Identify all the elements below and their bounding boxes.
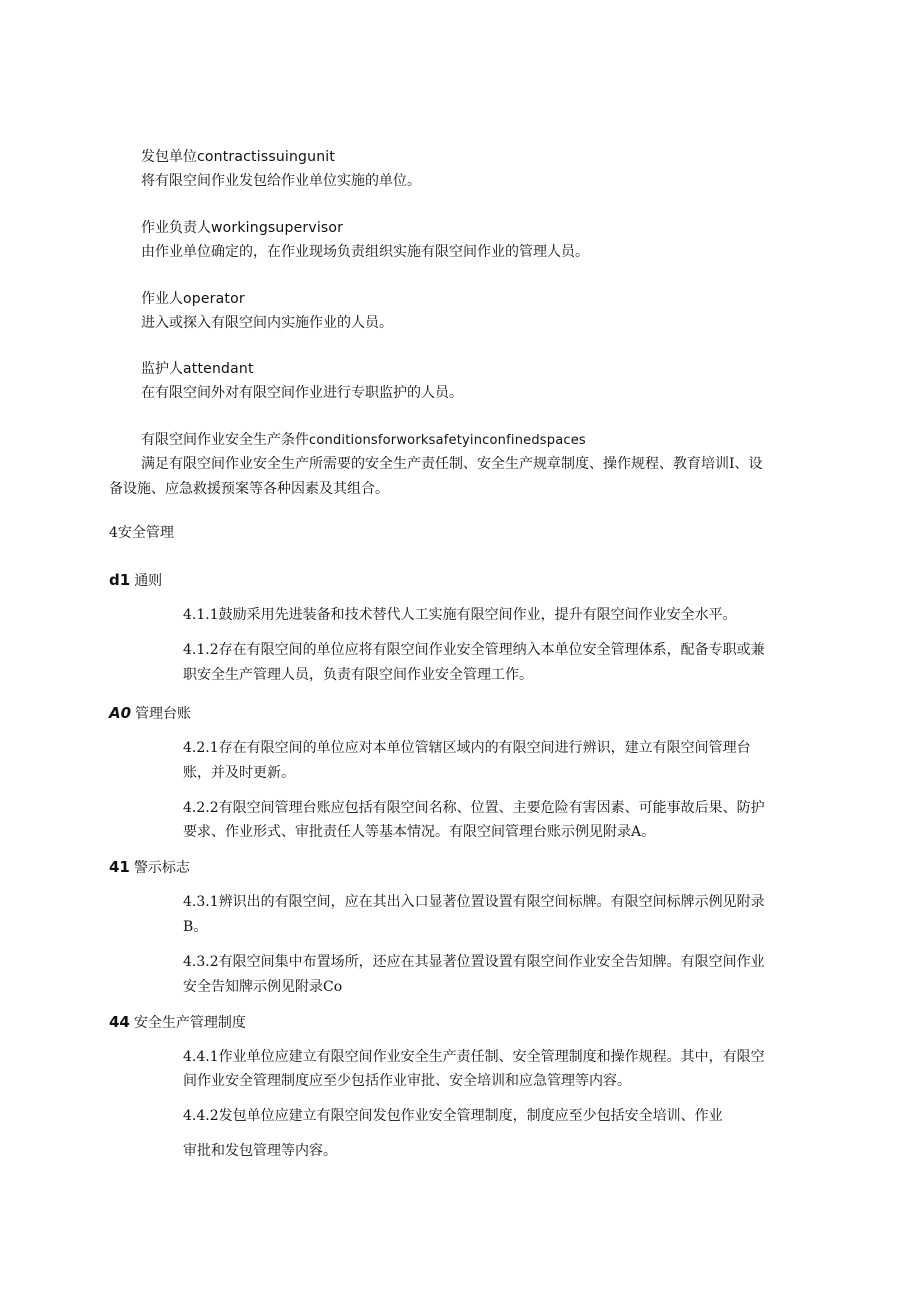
term-definition: 进入或探入有限空间内实施作业的人员。 [141,315,393,331]
term-cn: 作业人 [141,291,183,307]
subsection-heading-management-system [109,1012,246,1033]
subsection-number: 44 [109,1013,130,1031]
section-heading: 4安全管理 [109,525,174,541]
subsection-title: 管理台账 [135,706,192,722]
term-cn: 发包单位 [141,149,197,165]
subsection-title: 警示标志 [133,860,190,876]
term-definition: 由作业单位确定的，在作业现场负责组织实施有限空间作业的管理人员。 [141,244,589,260]
subsection-heading-ledger [109,703,191,724]
term-title-work-safety-conditions [141,430,586,451]
clause-4-3-1-line1: 4.3.1辨识出的有限空间，应在其出入口显著位置设置有限空间标牌。有限空间标牌示例见附录 [183,894,765,910]
clause-4-4-2-line1: 4.4.2发包单位应建立有限空间发包作业安全管理制度，制度应至少包括安全培训、作业 [183,1108,723,1124]
clause-4-3-2-line2: 安全告知牌示例见附录Co [183,979,343,995]
term-definition: 将有限空间作业发包给作业单位实施的单位。 [141,173,421,189]
term-definition-line1: 满足有限空间作业安全生产所需要的安全生产责任制、安全生产规章制度、操作规程、教育培训I、设 [141,456,763,472]
term-title-attendant [141,359,254,379]
clause-4-3-2-line1: 4.3.2有限空间集中布置场所，还应在其显著位置设置有限空间作业安全告知牌。有限空间作业 [183,954,765,970]
clause-4-2-1-line2: 账，并及时更新。 [183,765,295,781]
term-title-contract-issuing-unit [141,147,335,167]
clause-4-1-2-line1: 4.1.2存在有限空间的单位应将有限空间作业安全管理纳入本单位安全管理体系，配备专职或兼 [183,642,765,658]
term-cn: 有限空间作业安全生产条件 [141,432,309,448]
term-cn: 作业负责人 [141,220,211,236]
term-title-operator [141,289,245,309]
subsection-number: A0 [109,704,132,722]
clause-4-4-2-line2: 审批和发包管理等内容。 [183,1143,337,1159]
clause-4-4-1-line1: 4.4.1作业单位应建立有限空间作业安全生产责任制、安全管理制度和操作规程。其中，有限空 [183,1049,765,1065]
clause-4-2-2-line2: 要求、作业形式、审批责任人等基本情况。有限空间管理台账示例见附录A。 [183,824,656,840]
term-title-working-supervisor [141,218,343,238]
term-en: contractissuingunit [197,149,336,165]
term-en: attendant [183,361,254,377]
clause-4-2-2-line1: 4.2.2有限空间管理台账应包括有限空间名称、位置、主要危险有害因素、可能事故后果、防护 [183,800,765,816]
subsection-number: 41 [109,858,130,876]
subsection-heading-warning-signs [109,857,190,878]
clause-4-1-2-line2: 职安全生产管理人员，负责有限空间作业安全管理工作。 [183,667,533,683]
clause-4-3-1-line2: B。 [183,919,208,935]
term-en: conditionsforworksafetyinconfinedspaces [309,433,586,448]
subsection-number: d1 [109,571,131,589]
clause-4-1-1: 4.1.1鼓励采用先进装备和技术替代人工实施有限空间作业，提升有限空间作业安全水平。 [183,607,737,623]
term-en: workingsupervisor [211,220,344,236]
term-definition-line2: 备设施、应急救援预案等各种因素及其组合。 [109,481,389,497]
subsection-title: 通则 [134,573,163,589]
subsection-title: 安全生产管理制度 [133,1015,246,1031]
subsection-heading-general [109,570,162,591]
term-cn: 监护人 [141,361,183,377]
clause-4-4-1-line2: 间作业安全管理制度应至少包括作业审批、安全培训和应急管理等内容。 [183,1073,631,1089]
clause-4-2-1-line1: 4.2.1存在有限空间的单位应对本单位管辖区域内的有限空间进行辨识，建立有限空间管理台 [183,740,751,756]
term-definition: 在有限空间外对有限空间作业进行专职监护的人员。 [141,385,463,401]
term-en: operator [183,291,245,307]
